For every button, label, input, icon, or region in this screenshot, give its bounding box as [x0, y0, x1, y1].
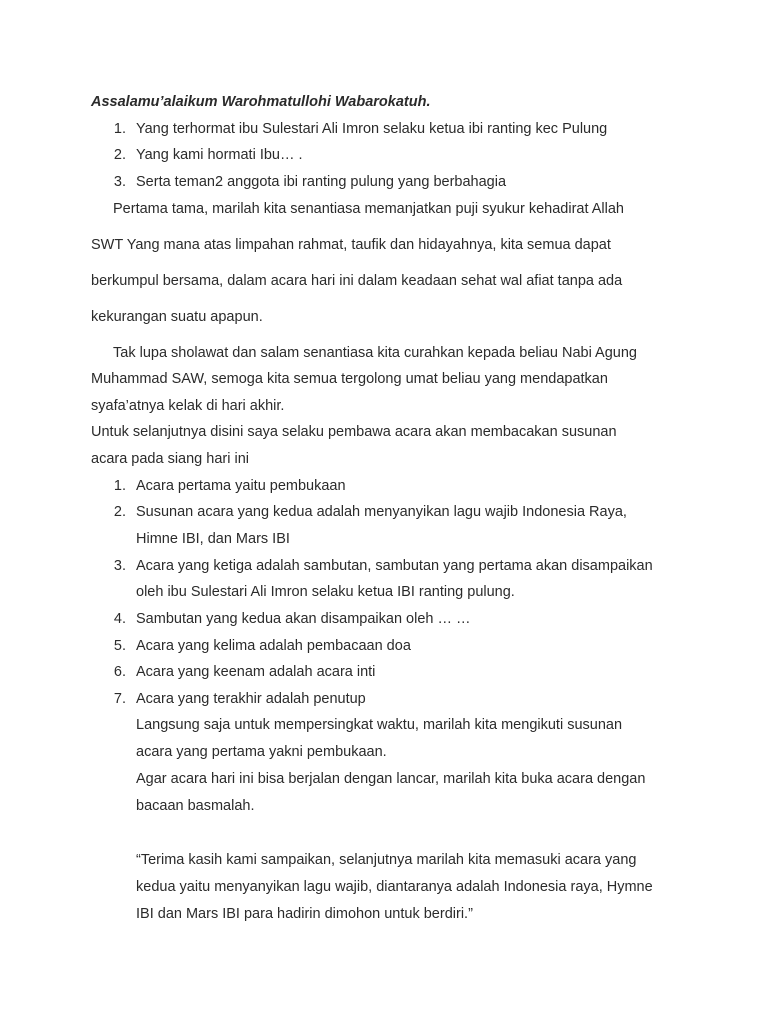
agenda-number: 1.: [113, 478, 126, 494]
opening-paragraph-line: berkumpul bersama, dalam acara hari ini dalam keadaan sehat wal afiat tanpa ada: [91, 273, 623, 289]
opening-paragraph-line: Pertama tama, marilah kita senantiasa memanjatkan puji syukur kehadirat Allah: [113, 201, 624, 217]
salutation-text: Yang kami hormati Ibu… .: [136, 147, 303, 163]
agenda-item-text: Himne IBI, dan Mars IBI: [136, 531, 290, 547]
agenda-number: 2.: [113, 504, 126, 520]
agenda-item-text: Acara yang ketiga adalah sambutan, sambutan yang pertama akan disampaikan: [136, 558, 653, 574]
salutation-number: 2.: [113, 147, 126, 163]
opening-paragraph-line: SWT Yang mana atas limpahan rahmat, taufik dan hidayahnya, kita semua dapat: [91, 237, 611, 253]
continuation-line: bacaan basmalah.: [136, 798, 255, 814]
sholawat-paragraph-line: Muhammad SAW, semoga kita semua tergolong umat beliau yang mendapatkan: [91, 371, 608, 387]
agenda-item-text: Acara pertama yaitu pembukaan: [136, 478, 346, 494]
agenda-number: 4.: [113, 611, 126, 627]
salutation-number: 1.: [113, 121, 126, 137]
greeting: Assalamu’alaikum Warohmatullohi Wabarokatuh.: [91, 94, 431, 110]
continuation-line: acara yang pertama yakni pembukaan.: [136, 744, 387, 760]
agenda-item-text: Acara yang kelima adalah pembacaan doa: [136, 638, 411, 654]
agenda-intro-line: acara pada siang hari ini: [91, 451, 249, 467]
agenda-item-text: Sambutan yang kedua akan disampaikan oleh … …: [136, 611, 471, 627]
sholawat-paragraph-line: Tak lupa sholawat dan salam senantiasa kita curahkan kepada beliau Nabi Agung: [113, 345, 637, 361]
salutation-text: Yang terhormat ibu Sulestari Ali Imron selaku ketua ibi ranting kec Pulung: [136, 121, 608, 137]
continuation-line: Agar acara hari ini bisa berjalan dengan lancar, marilah kita buka acara dengan: [136, 771, 646, 787]
salutation-number: 3.: [113, 174, 126, 190]
agenda-number: 7.: [113, 691, 126, 707]
agenda-item-text: Susunan acara yang kedua adalah menyanyikan lagu wajib Indonesia Raya,: [136, 504, 627, 520]
sholawat-paragraph-line: syafa’atnya kelak di hari akhir.: [91, 398, 285, 414]
agenda-number: 3.: [113, 558, 126, 574]
agenda-number: 5.: [113, 638, 126, 654]
quote-line: IBI dan Mars IBI para hadirin dimohon untuk berdiri.”: [136, 906, 473, 922]
agenda-item-text: oleh ibu Sulestari Ali Imron selaku ketua IBI ranting pulung.: [136, 584, 515, 600]
agenda-number: 6.: [113, 664, 126, 680]
quote-line: “Terima kasih kami sampaikan, selanjutnya marilah kita memasuki acara yang: [136, 852, 637, 868]
opening-paragraph-line: kekurangan suatu apapun.: [91, 309, 263, 325]
salutation-text: Serta teman2 anggota ibi ranting pulung yang berbahagia: [136, 174, 507, 190]
quote-line: kedua yaitu menyanyikan lagu wajib, diantaranya adalah Indonesia raya, Hymne: [136, 879, 653, 895]
agenda-intro-line: Untuk selanjutnya disini saya selaku pembawa acara akan membacakan susunan: [91, 424, 617, 440]
agenda-item-text: Acara yang keenam adalah acara inti: [136, 664, 376, 680]
agenda-item-text: Acara yang terakhir adalah penutup: [136, 691, 366, 707]
continuation-line: Langsung saja untuk mempersingkat waktu, marilah kita mengikuti susunan: [136, 717, 623, 733]
